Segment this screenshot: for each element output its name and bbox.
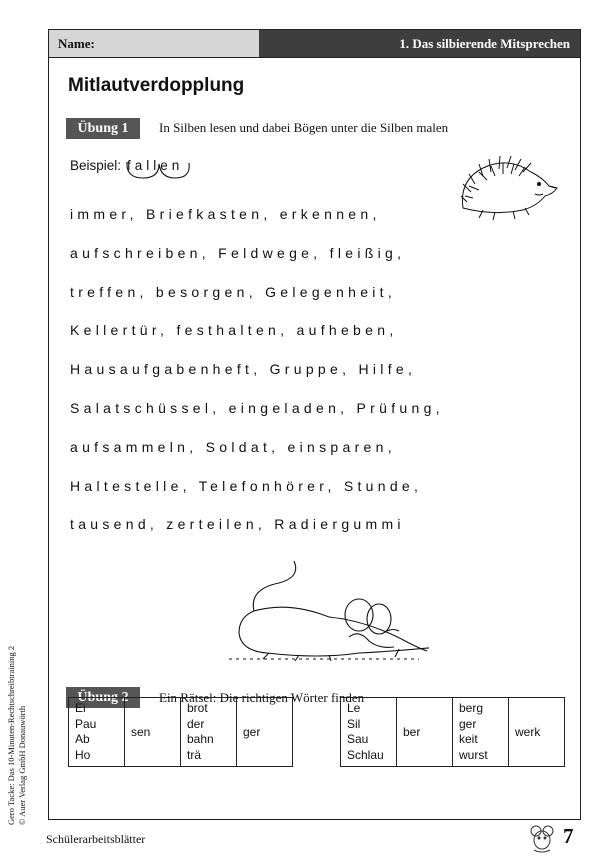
prefix-cell xyxy=(69,698,125,767)
chapter-title: 1. Das silbierende Mitsprechen xyxy=(259,30,580,57)
syllable: Pau xyxy=(75,716,97,731)
example-word: fallen xyxy=(127,158,184,173)
syllable: berg xyxy=(459,701,484,715)
word-line: Haltestelle, Telefonhörer, Stunde, xyxy=(70,477,423,494)
page-number: 7 xyxy=(563,824,574,848)
syllable-arcs xyxy=(121,160,195,180)
suffix-cell xyxy=(181,698,237,767)
publisher-credit xyxy=(6,646,28,825)
name-label: Name: xyxy=(58,36,95,51)
syllable: Le xyxy=(347,701,361,715)
middle-cell xyxy=(397,698,453,767)
word-line: Salatschüssel, eingeladen, Prüfung, xyxy=(70,400,444,416)
credit-line: © Auer Verlag GmbH Donauwörth xyxy=(17,705,27,825)
word-line: Hausaufgabenheft, Gruppe, Hilfe, xyxy=(70,361,417,378)
syllable: ger xyxy=(243,725,261,739)
suffix-cell xyxy=(453,698,509,767)
exercise-2-instruction: Ein Rätsel: Die richtigen Wörter finden xyxy=(159,690,365,705)
word-line: Kellertür, festhalten, aufheben, xyxy=(70,322,398,339)
header-bar xyxy=(49,30,580,58)
syllable: trä xyxy=(187,747,202,762)
syllable: brot xyxy=(187,701,208,715)
syllable: der xyxy=(187,716,205,731)
word-line: immer, Briefkasten, erkennen, xyxy=(70,206,381,222)
syllable: Sau xyxy=(347,732,369,746)
syllable: ber xyxy=(403,725,421,739)
mouse-icon xyxy=(526,822,558,854)
word-line: aufschreiben, Feldwege, fleißig, xyxy=(70,244,406,261)
prefix-cell xyxy=(341,698,397,767)
syllable: sen xyxy=(131,725,151,739)
example-label: Beispiel: xyxy=(70,158,122,173)
mouse-illustration xyxy=(209,555,429,665)
footer-label: Schülerarbeitsblätter xyxy=(46,832,146,846)
word-line: treffen, besorgen, Gelegenheit, xyxy=(70,283,397,300)
syllable: ger xyxy=(459,716,477,731)
hedgehog-illustration xyxy=(453,150,563,222)
syllable: keit xyxy=(459,732,478,746)
riddle-table-2 xyxy=(340,697,565,767)
word-line: aufsammeln, Soldat, einsparen, xyxy=(70,438,396,455)
syllable: Ho xyxy=(75,747,91,762)
syllable: bahn xyxy=(187,732,214,746)
word-line: tausend, zerteilen, Radiergummi xyxy=(70,516,405,533)
end-cell xyxy=(237,698,293,767)
credit-line: Gero Tacke: Das 10-Minuten-Rechtschreibtraining 2 xyxy=(6,645,16,825)
page-title: Mitlautverdopplung xyxy=(68,75,245,96)
syllable: wurst xyxy=(459,747,488,762)
syllable: werk xyxy=(515,725,541,739)
exercise-1-badge: Übung 1 xyxy=(66,118,140,139)
exercise-1-instruction: In Silben lesen und dabei Bögen unter die Silben malen xyxy=(159,120,449,135)
end-cell xyxy=(509,698,565,767)
syllable: Schlau xyxy=(347,747,384,762)
name-field xyxy=(49,30,259,57)
middle-cell xyxy=(125,698,181,767)
exercise-2-badge: Übung 2 xyxy=(66,687,140,708)
syllable: Ab xyxy=(75,732,90,746)
syllable: Sil xyxy=(347,716,361,731)
riddle-table-1 xyxy=(68,697,293,767)
syllable: Ei xyxy=(75,701,86,715)
